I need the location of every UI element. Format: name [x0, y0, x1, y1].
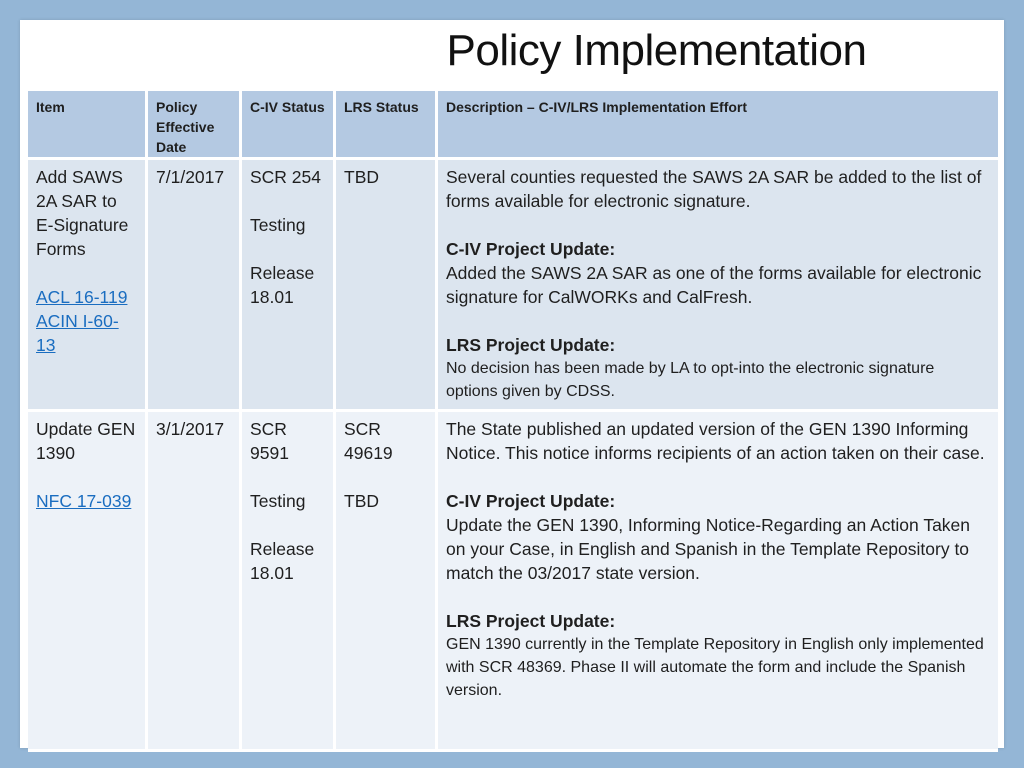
civ-update-heading: C-IV Project Update:	[446, 239, 616, 259]
lrs-update-heading: LRS Project Update:	[446, 335, 616, 355]
slide	[20, 20, 1004, 748]
civ-phase: Testing	[250, 491, 306, 511]
header-item: Item	[28, 91, 148, 160]
acin-i-60-13-link[interactable]: ACIN I-60-13	[36, 311, 119, 355]
lrs-update-heading: LRS Project Update:	[446, 611, 616, 631]
header-description: Description – C-IV/LRS Implementation Effort	[438, 91, 998, 160]
page-title: Policy Implementation	[446, 26, 867, 75]
civ-phase: Testing	[250, 215, 306, 235]
civ-status-cell	[242, 412, 336, 752]
lrs-status-cell	[336, 412, 438, 752]
civ-update-text: Update the GEN 1390, Informing Notice-Regarding an Action Taken on your Case, in English and Spanish in the Template Repository to match the 03/2017 state version.	[446, 515, 971, 583]
item-cell	[28, 412, 148, 752]
description-cell	[438, 412, 998, 752]
nfc-17-039-link[interactable]: NFC 17-039	[36, 491, 132, 511]
table-row	[28, 412, 998, 752]
header-lrs-status: LRS Status	[336, 91, 438, 160]
acl-16-119-link[interactable]: ACL 16-119	[36, 287, 128, 307]
header-civ-status: C-IV Status	[242, 91, 336, 160]
table-row	[28, 160, 998, 412]
item-title: Update GEN 1390	[36, 419, 136, 463]
civ-update-text: Added the SAWS 2A SAR as one of the forms available for electronic signature for CalWORKs and CalFresh.	[446, 263, 982, 307]
civ-status-cell	[242, 160, 336, 412]
lrs-update-text: No decision has been made by LA to opt-into the electronic signature options given by CDSS.	[446, 360, 935, 400]
table-header-row	[28, 91, 998, 160]
civ-update-heading: C-IV Project Update:	[446, 491, 616, 511]
civ-scr: SCR 9591	[250, 419, 289, 463]
lrs-update-text: GEN 1390 currently in the Template Repository in English only implemented with SCR 48369. Phase II will automate the form and include the Spanish version.	[446, 636, 984, 699]
item-title: Add SAWS 2A SAR to E-Signature Forms	[36, 167, 129, 259]
lrs-status: TBD	[344, 167, 379, 187]
description-cell	[438, 160, 998, 412]
header-effective-date: Policy Effective Date	[148, 91, 242, 160]
civ-scr: SCR 254	[250, 167, 322, 187]
description-intro: The State published an updated version of the GEN 1390 Informing Notice. This notice informs recipients of an action taken on their case.	[446, 419, 985, 463]
lrs-status-cell	[336, 160, 438, 412]
civ-release: Release 18.01	[250, 539, 315, 583]
effective-date: 7/1/2017	[156, 167, 225, 187]
policy-table	[28, 91, 998, 752]
effective-date: 3/1/2017	[156, 419, 225, 439]
lrs-scr: SCR 49619	[344, 419, 393, 463]
effective-date-cell	[148, 412, 242, 752]
lrs-status: TBD	[344, 491, 379, 511]
item-cell	[28, 160, 148, 412]
effective-date-cell	[148, 160, 242, 412]
civ-release: Release 18.01	[250, 263, 315, 307]
description-intro: Several counties requested the SAWS 2A SAR be added to the list of forms available for electronic signature.	[446, 167, 982, 211]
